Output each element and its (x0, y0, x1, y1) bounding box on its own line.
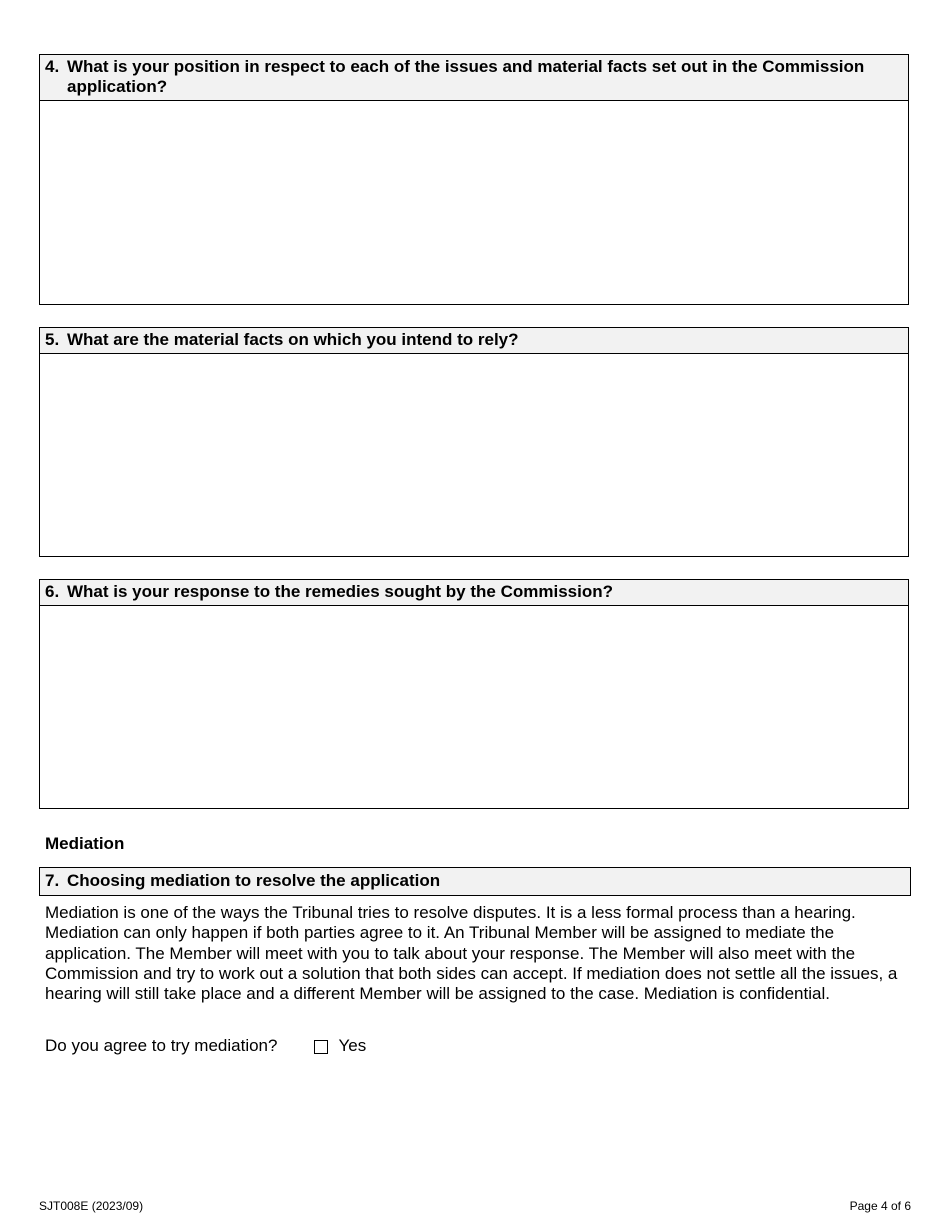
mediation-question-label: Do you agree to try mediation? (45, 1036, 278, 1055)
question-6-header (40, 580, 908, 606)
question-number: 7. (45, 871, 60, 890)
question-4-header (40, 55, 908, 101)
question-6-answer-field[interactable] (40, 606, 908, 806)
question-text: Choosing mediation to resolve the application (67, 871, 441, 890)
question-5-header (40, 328, 908, 354)
mediation-yes-label: Yes (338, 1036, 367, 1055)
mediation-agree-row (45, 1036, 366, 1056)
mediation-heading: Mediation (45, 834, 125, 853)
form-code: SJT008E (2023/09) (39, 1199, 144, 1213)
question-5-section (39, 327, 909, 557)
question-text: What are the material facts on which you intend to rely? (67, 330, 519, 349)
question-7-header (39, 867, 911, 896)
question-number: 5. (45, 330, 60, 349)
question-number: 4. (45, 57, 60, 76)
mediation-description: Mediation is one of the ways the Tribunal tries to resolve disputes. It is a less formal process than a hearing. Mediation can only happen if both parties agree to it. An Tribunal Member will be assigned to mediate the application. The Member will meet with you to talk about your response. The Member will also meet with the Commission and try to work out a solution that both sides can accept. If mediation does not settle all the issues, a hearing will still take place and a different Member will be assigned to the case. Mediation is confidential. (45, 903, 898, 1004)
question-4-section (39, 54, 909, 305)
question-text: What is your response to the remedies sought by the Commission? (67, 582, 613, 601)
question-number: 6. (45, 582, 60, 601)
question-6-section (39, 579, 909, 809)
mediation-yes-checkbox[interactable] (314, 1040, 328, 1054)
question-4-answer-field[interactable] (40, 101, 908, 301)
question-text: What is your position in respect to each of the issues and material facts set out in the Commission application? (67, 57, 865, 96)
page-number: Page 4 of 6 (849, 1199, 911, 1213)
question-5-answer-field[interactable] (40, 354, 908, 554)
